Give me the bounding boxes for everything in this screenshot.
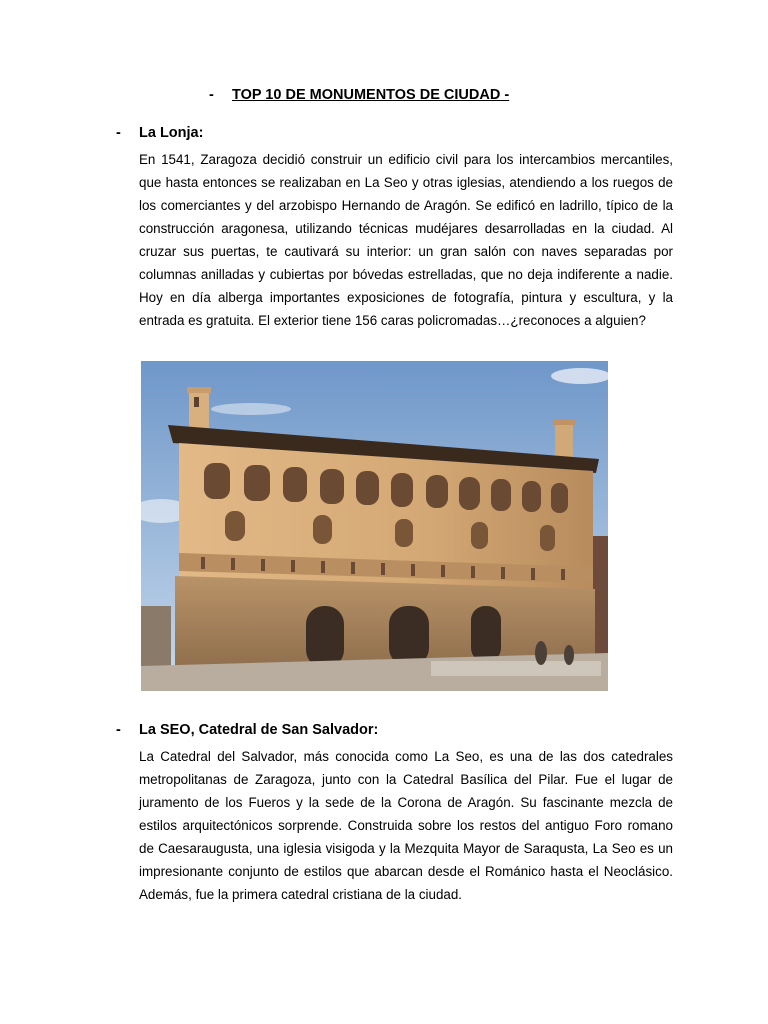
title-text: TOP 10 DE MONUMENTOS DE CIUDAD - [232, 87, 510, 103]
title-dash: - [209, 87, 214, 103]
section-paragraph-la-seo: La Catedral del Salvador, más conocida como La Seo, es una de las dos catedrales metropolitanas de Zaragoza, junto con la Catedral Basílica del Pilar. Fue el lugar de juramento de los Fueros y la sede de la Corona de Aragón. Su fascinante mezcla de estilos arquitectónicos sorprende. Construida sobre los restos del antiguo Foro romano de Caesaraugusta, una iglesia visigoda y la Mezquita Mayor de Saraqusta, La Seo es un impresionante conjunto de estilos que abarcan desde el Románico hasta el Neoclásico. Además, fue la primera catedral cristiana de la ciudad. [139, 749, 673, 902]
bullet-dash: - [116, 722, 121, 738]
section-paragraph-la-lonja: En 1541, Zaragoza decidió construir un edificio civil para los intercambios mercantiles, que hasta entonces se realizaban en La Seo y otras iglesias, atendiendo a los ruegos de los comerciantes y del arzobispo Hernando de Aragón. Se edificó en ladrillo, típico de la construcción aragonesa, utilizando técnicas mudéjares desarrolladas en la ciudad. Al cruzar sus puertas, te cautivará su interior: un gran salón con naves separadas por columnas anilladas y cubiertas por bóvedas estrelladas, que no deja indiferente a nadie. Hoy en día alberga importantes exposiciones de fotografía, pintura y escultura, y la entrada es gratuita. El exterior tiene 156 caras policromadas…¿reconoces a alguien? [139, 152, 673, 328]
bullet-dash: - [116, 125, 121, 141]
section-heading-label: La SEO, Catedral de San Salvador: [139, 722, 379, 738]
la-lonja-photo [141, 361, 608, 691]
section-heading-label: La Lonja: [139, 125, 204, 141]
